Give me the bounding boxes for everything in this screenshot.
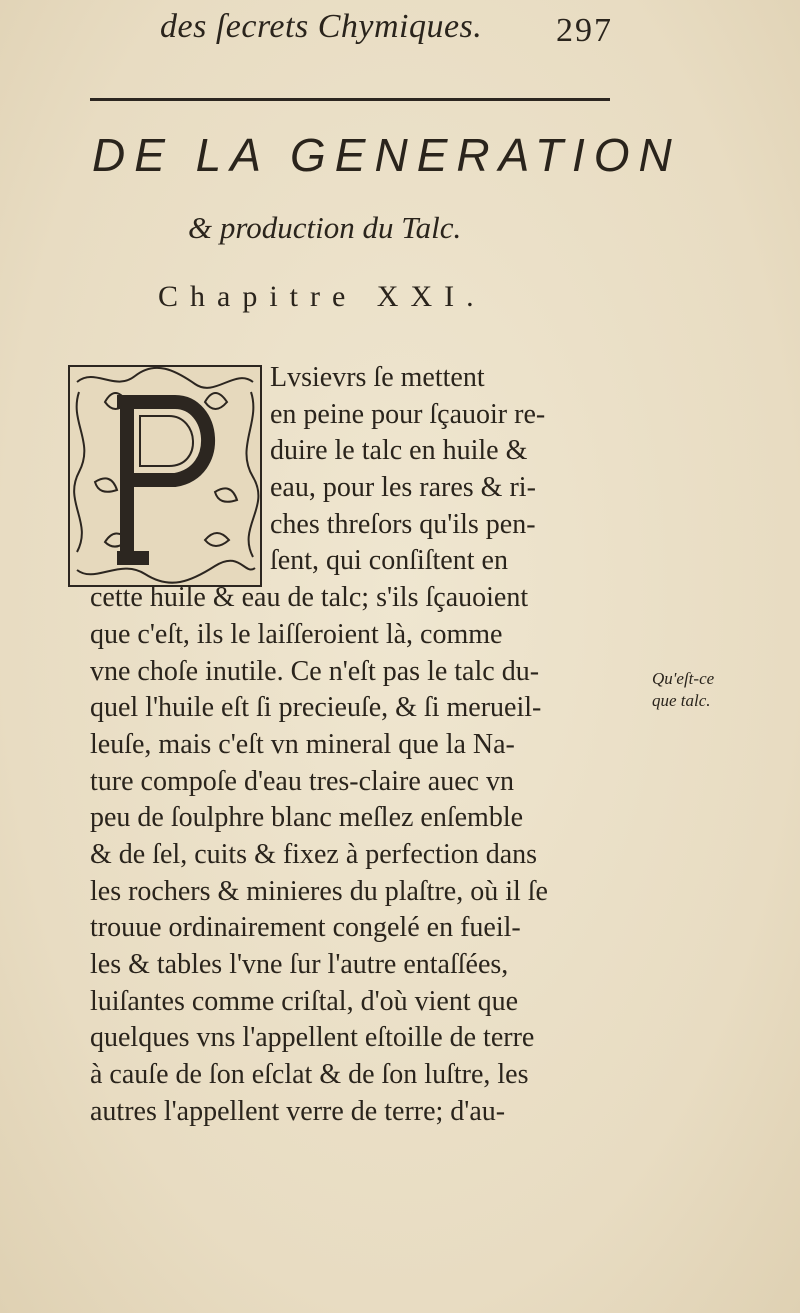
header-rule: [90, 98, 610, 101]
chapter-number-heading: Chapitre XXI.: [158, 280, 486, 313]
text-line: ſent, qui conſiſtent en: [270, 545, 508, 577]
text-line: Lvsievrs ſe mettent: [270, 362, 485, 393]
margin-note: [652, 668, 792, 712]
text-line: luiſantes comme criſtal, d'où vient que: [90, 985, 519, 1017]
text-line: quelques vns l'appellent eſtoille de terre: [90, 1022, 535, 1054]
text-line: leuſe, mais c'eſt vn mineral que la Na-: [90, 728, 515, 760]
text-line: cette huile & eau de talc; s'ils ſçauoient: [90, 582, 529, 614]
text-line: vne choſe inutile. Ce n'eſt pas le talc du-: [90, 655, 540, 687]
running-title: des ſecrets Chymiques.: [160, 8, 483, 45]
text-line: les rochers & minieres du plaſtre, où il ſe: [90, 875, 548, 907]
margin-note-line: que talc.: [652, 691, 711, 710]
text-line: en peine pour ſçauoir re-: [270, 398, 546, 430]
text-line: eau, pour les rares & ri-: [270, 472, 536, 504]
body-text: [90, 360, 650, 1130]
text-line: trouue ordinairement congelé en fueil-: [90, 912, 521, 944]
text-line: duire le talc en huile &: [270, 435, 528, 467]
margin-note-line: Qu'eſt-ce: [652, 669, 715, 688]
text-line: peu de ſoulphre blanc meſlez enſemble: [90, 802, 524, 834]
text-line: autres l'appellent verre de terre; d'au-: [90, 1095, 506, 1127]
text-line: les & tables l'vne ſur l'autre entaſſées,: [90, 949, 509, 980]
text-line: ches threſors qu'ils pen-: [270, 508, 536, 540]
chapter-title: DE LA GENERATION: [92, 129, 681, 181]
page-number: 297: [556, 12, 613, 49]
chapter-subtitle: & production du Talc.: [188, 210, 462, 245]
text-line: ture compoſe d'eau tres-claire auec vn: [90, 765, 515, 797]
text-line: & de ſel, cuits & fixez à perfection dans: [90, 838, 538, 870]
text-line: quel l'huile eſt ſi precieuſe, & ſi merueil-: [90, 692, 542, 724]
text-line: à cauſe de ſon eſclat & de ſon luſtre, les: [90, 1059, 529, 1091]
text-line: que c'eſt, ils le laiſſeroient là, comme: [90, 618, 503, 650]
